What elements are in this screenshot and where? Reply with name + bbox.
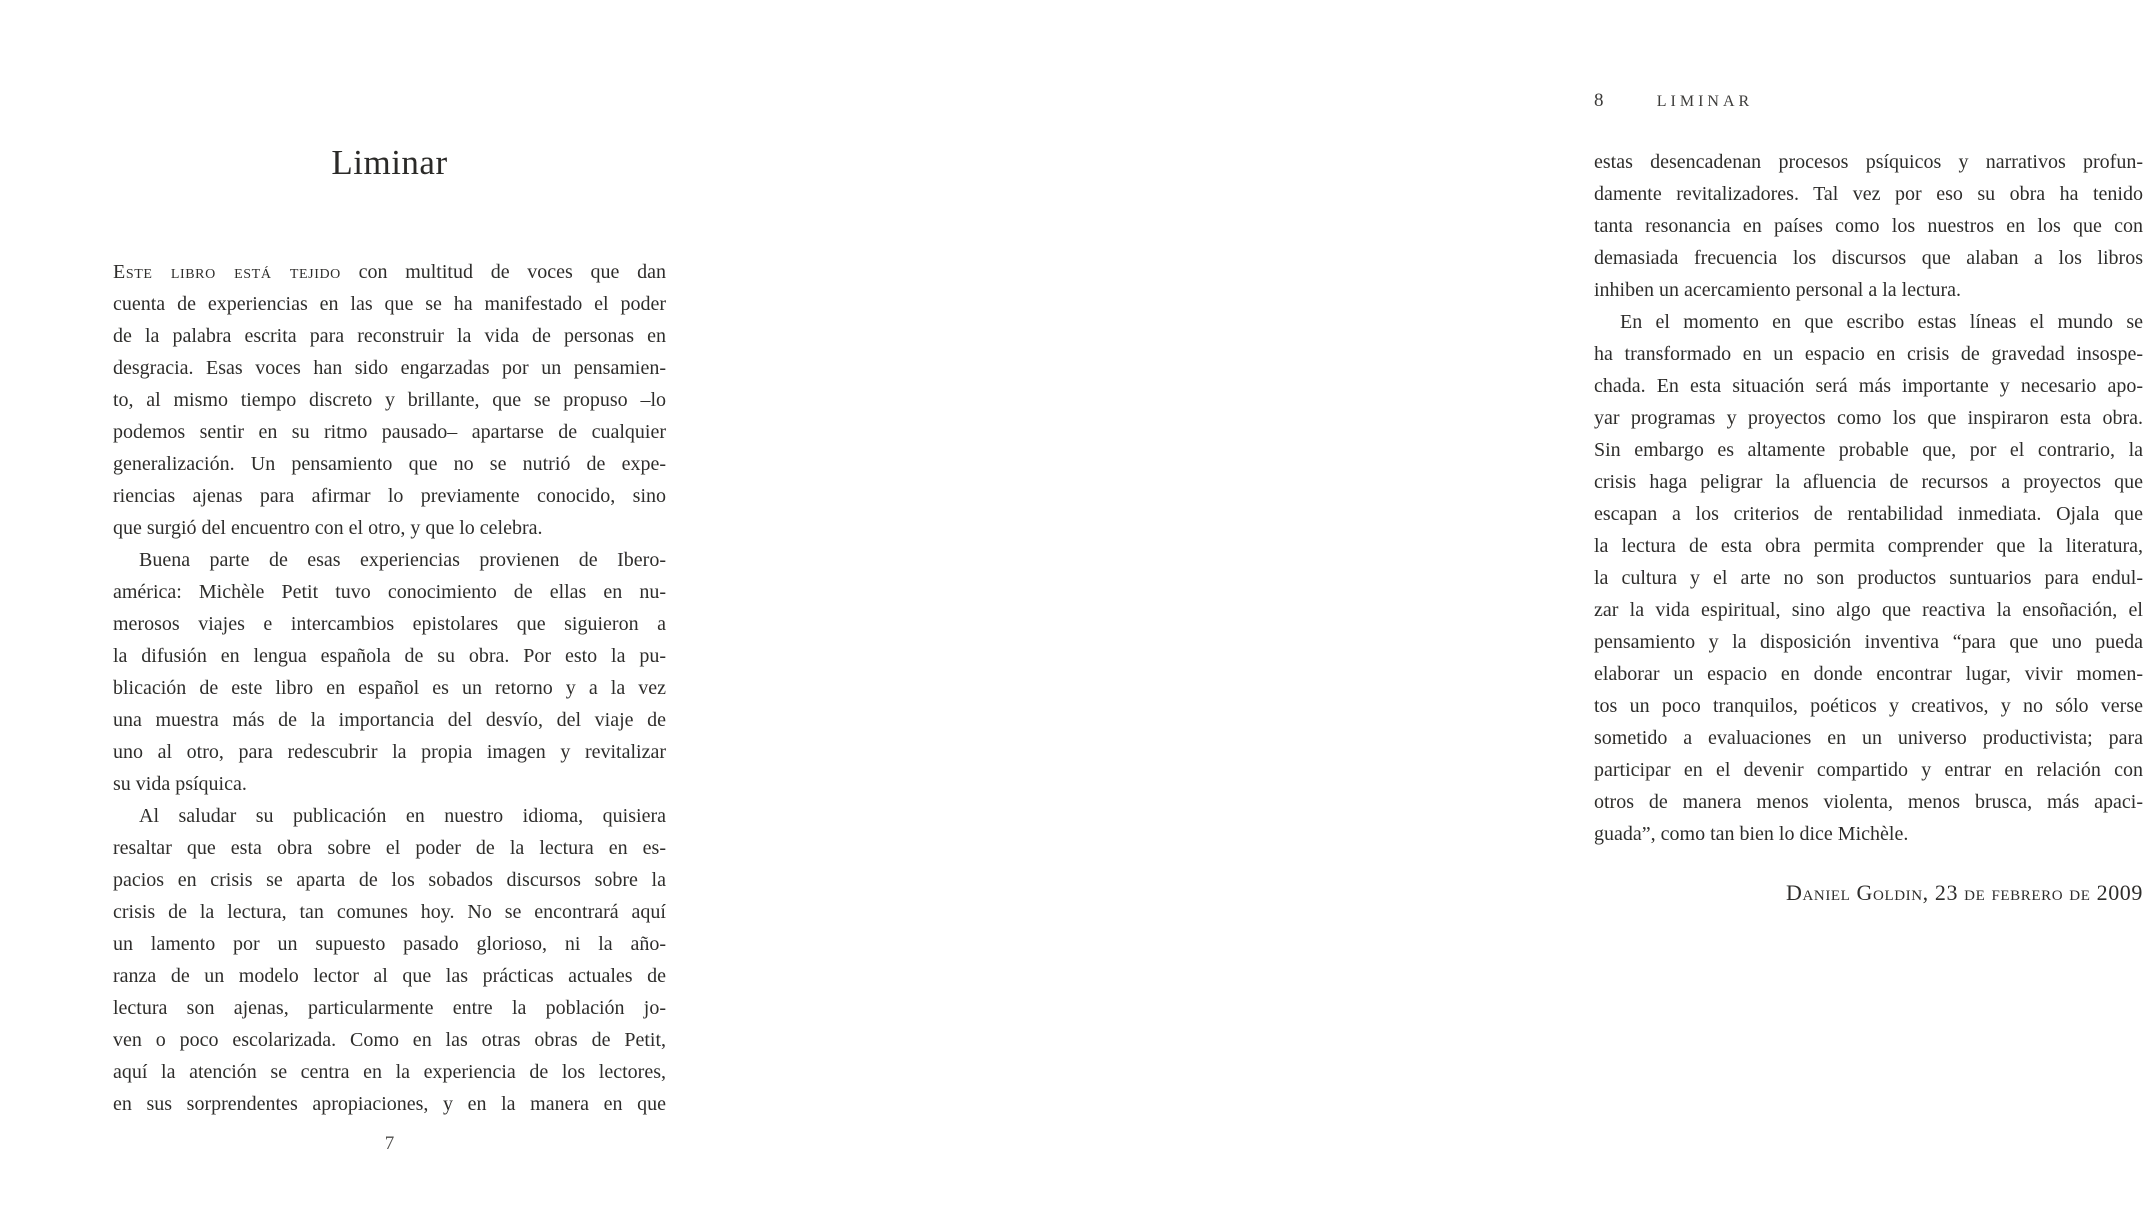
small-caps-lead: Este libro está tejido [113, 261, 341, 283]
text-line: En el momento en que escribo estas líneas el mundo se [1620, 311, 2143, 333]
body-paragraph [1594, 306, 2143, 850]
text-line: tanta resonancia en países como los nuestros en los que con [1594, 215, 2143, 237]
text-line: Sin embargo es altamente probable que, por el contrario, la [1594, 439, 2143, 461]
text-line: cuenta de experiencias en las que se ha manifestado el poder [113, 293, 666, 315]
text-line: generalización. Un pensamiento que no se nutrió de expe- [113, 453, 666, 475]
text-line: zar la vida espiritual, sino algo que reactiva la ensoñación, el [1594, 599, 2143, 621]
text-line: la difusión en lengua española de su obra. Por esto la pu- [113, 645, 666, 667]
body-paragraph [113, 800, 666, 1120]
text-line: uno al otro, para redescubrir la propia imagen y revitalizar [113, 741, 666, 763]
text-line: américa: Michèle Petit tuvo conocimiento de ellas en nu- [113, 581, 666, 603]
chapter-title: Liminar [331, 143, 448, 183]
text-line: una muestra más de la importancia del desvío, del viaje de [113, 709, 666, 731]
text-line: lectura son ajenas, particularmente entre la población jo- [113, 997, 666, 1019]
text-line: Este libro está tejido con multitud de voces que dan [113, 261, 667, 283]
text-line: en sus sorprendentes apropiaciones, y en la manera en que [113, 1093, 666, 1115]
text-line: ven o poco escolarizada. Como en las otras obras de Petit, [113, 1029, 666, 1051]
text-line: inhiben un acercamiento personal a la lectura. [1594, 279, 1962, 301]
text-line: tos un poco tranquilos, poéticos y creativos, y no sólo verse [1594, 695, 2143, 717]
text-line: sometido a evaluaciones en un universo productivista; para [1594, 727, 2143, 749]
text-line: podemos sentir en su ritmo pausado– apartarse de cualquier [113, 421, 666, 443]
text-line: de la palabra escrita para reconstruir la vida de personas en [113, 325, 666, 347]
text-line: blicación de este libro en español es un retorno y a la vez [113, 677, 666, 699]
running-header [1594, 90, 2143, 112]
text-line: la lectura de esta obra permita comprender que la literatura, [1594, 535, 2143, 557]
text-line: Buena parte de esas experiencias provienen de Ibero- [139, 549, 666, 571]
left-page-body [113, 256, 666, 1120]
signature-line: Daniel Goldin, 23 de febrero de 2009 [1785, 880, 2143, 905]
text-line: estas desencadenan procesos psíquicos y narrativos profun- [1594, 151, 2143, 173]
text-line: demasiada frecuencia los discursos que alaban a los libros [1594, 247, 2143, 269]
text-line: damente revitalizadores. Tal vez por eso su obra ha tenido [1594, 183, 2143, 205]
body-paragraph [1594, 146, 2143, 306]
page-number-right: 8 [1594, 90, 1604, 111]
text-line: ranza de un modelo lector al que las prácticas actuales de [113, 965, 666, 987]
right-page-body [1594, 146, 2143, 850]
text-line: guada”, como tan bien lo dice Michèle. [1594, 823, 1909, 845]
text-line: riencias ajenas para afirmar lo previamente conocido, sino [113, 485, 666, 507]
right-page [750, 0, 2143, 1206]
text-line: resaltar que esta obra sobre el poder de la lectura en es- [113, 837, 666, 859]
text-line: Al saludar su publicación en nuestro idioma, quisiera [139, 805, 666, 827]
page-number-left: 7 [384, 1133, 395, 1154]
text-line: su vida psíquica. [113, 773, 247, 795]
text-line: la cultura y el arte no son productos suntuarios para endul- [1594, 567, 2143, 589]
text-line: escapan a los criterios de rentabilidad inmediata. Ojala que [1594, 503, 2143, 525]
text-line: to, al mismo tiempo discreto y brillante, que se propuso –lo [113, 389, 666, 411]
text-line: crisis haga peligrar la afluencia de recursos a proyectos que [1594, 471, 2143, 493]
left-page [0, 0, 750, 1206]
text-line: desgracia. Esas voces han sido engarzadas por un pensamien- [113, 357, 666, 379]
text-line: elaborar un espacio en donde encontrar lugar, vivir momen- [1594, 663, 2143, 685]
text-line: chada. En esta situación será más importante y necesario apo- [1594, 375, 2143, 397]
text-line: merosos viajes e intercambios epistolares que siguieron a [113, 613, 666, 635]
body-paragraph [113, 544, 666, 800]
text-line: participar en el devenir compartido y entrar en relación con [1594, 759, 2143, 781]
text-line: pacios en crisis se aparta de los sobados discursos sobre la [113, 869, 666, 891]
body-paragraph [113, 256, 666, 544]
text-line: pensamiento y la disposición inventiva “para que uno pueda [1594, 631, 2143, 653]
text-line: yar programas y proyectos como los que inspiraron esta obra. [1594, 407, 2143, 429]
text-line: otros de manera menos violenta, menos brusca, más apaci- [1594, 791, 2143, 813]
text-line: aquí la atención se centra en la experiencia de los lectores, [113, 1061, 666, 1083]
text-line: que surgió del encuentro con el otro, y que lo celebra. [113, 517, 543, 539]
text-line: crisis de la lectura, tan comunes hoy. No se encontrará aquí [113, 901, 666, 923]
text-line: ha transformado en un espacio en crisis de gravedad insospe- [1594, 343, 2143, 365]
running-title: LIMINAR [1656, 93, 1754, 110]
text-line: un lamento por un supuesto pasado glorioso, ni la año- [113, 933, 666, 955]
